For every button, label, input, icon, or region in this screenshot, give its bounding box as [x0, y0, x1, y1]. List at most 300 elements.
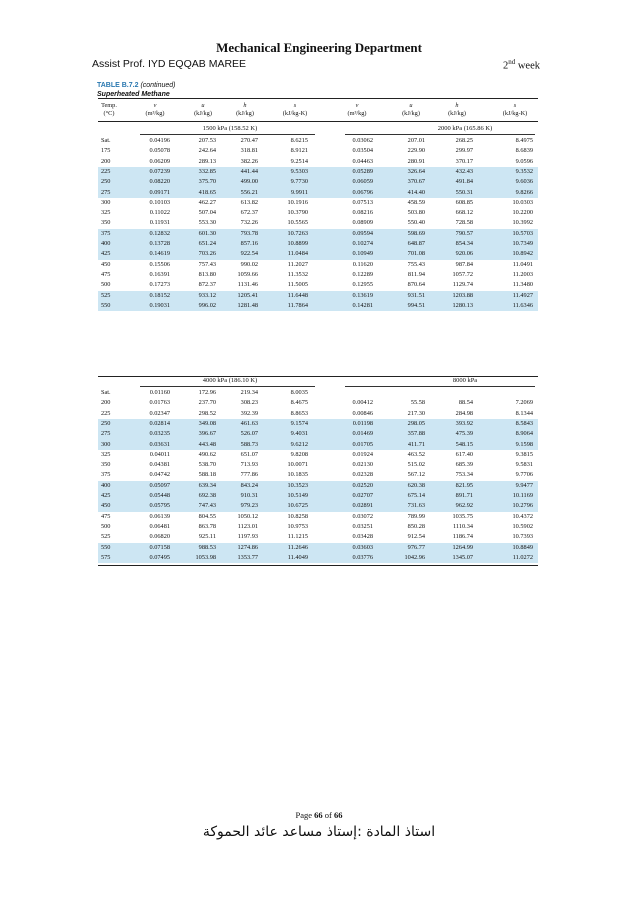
value-cell: 639.34 — [198, 481, 216, 489]
value-cell: 777.86 — [240, 471, 258, 479]
value-cell: 10.0071 — [287, 461, 308, 469]
value-cell: 284.98 — [455, 409, 473, 417]
value-cell: 8.8653 — [290, 409, 308, 417]
value-cell: 0.02347 — [149, 409, 170, 417]
value-cell: 0.05795 — [149, 502, 170, 510]
value-cell: 10.4372 — [512, 512, 533, 520]
value-cell: 10.1169 — [512, 492, 533, 499]
table-row — [95, 270, 541, 280]
value-cell: 843.24 — [240, 481, 258, 489]
value-cell: 11.0484 — [287, 250, 308, 258]
value-cell: 608.85 — [455, 198, 473, 206]
page-current: 66 — [314, 810, 323, 820]
column-header — [87, 102, 131, 118]
pressure-label-right: 8000 kPa — [452, 377, 478, 384]
value-cell: 0.19031 — [149, 301, 170, 309]
value-cell: 10.3992 — [512, 219, 533, 227]
table-row — [95, 512, 541, 522]
week-number: 2 — [502, 60, 509, 72]
column-unit: (kJ/kg-K) — [502, 110, 528, 117]
value-cell: 9.8266 — [515, 188, 533, 196]
value-cell: 9.5303 — [290, 167, 308, 175]
page-total: 66 — [334, 810, 343, 820]
value-cell: 1281.48 — [237, 301, 258, 309]
page-word: Page — [295, 810, 315, 820]
column-unit: (m³/kg) — [145, 110, 165, 117]
value-cell: 375.70 — [198, 178, 216, 186]
value-cell: 979.23 — [240, 502, 258, 510]
table-row — [95, 260, 541, 270]
value-cell: 8.1344 — [515, 409, 533, 417]
value-cell: 490.62 — [198, 450, 216, 458]
value-cell: 1203.88 — [452, 291, 473, 299]
value-cell: 0.09171 — [149, 188, 170, 196]
pressure-label-right: 2000 kPa (165.86 K) — [437, 125, 493, 132]
value-cell: 703.26 — [198, 250, 216, 258]
table-row — [95, 532, 541, 542]
value-cell: 0.18152 — [149, 291, 170, 299]
value-cell: 461.63 — [240, 419, 258, 427]
temperature-cell: 325 — [101, 450, 111, 458]
column-unit: (kJ/kg) — [448, 110, 466, 117]
value-cell: 10.7349 — [512, 240, 533, 247]
value-cell: 308.23 — [240, 399, 258, 407]
value-cell: 0.05078 — [149, 147, 170, 155]
value-cell: 10.6725 — [287, 502, 308, 510]
table-row — [95, 146, 541, 156]
value-cell: 0.03776 — [352, 553, 373, 561]
value-cell: 620.38 — [407, 481, 425, 489]
value-cell: 11.6346 — [512, 301, 533, 309]
temperature-cell: 300 — [101, 440, 111, 448]
value-cell: 9.3815 — [515, 450, 533, 458]
value-cell: 0.01160 — [149, 389, 170, 396]
value-cell: 11.0491 — [512, 260, 533, 268]
value-cell: 11.2646 — [287, 543, 308, 551]
value-cell: 920.06 — [455, 250, 473, 258]
value-cell: 789.99 — [407, 512, 425, 520]
value-cell: 1035.75 — [452, 512, 473, 520]
value-cell: 728.58 — [455, 219, 473, 227]
value-cell: 0.01763 — [149, 399, 170, 407]
column-header — [435, 102, 479, 118]
value-cell: 10.9753 — [287, 522, 308, 530]
column-symbol: v — [355, 102, 359, 109]
value-cell: 863.78 — [198, 522, 216, 530]
temperature-cell: 450 — [101, 260, 111, 268]
value-cell: 922.54 — [240, 250, 258, 258]
value-cell: 0.10949 — [352, 250, 373, 258]
temperature-cell: Sat. — [101, 137, 111, 144]
value-cell: 996.02 — [198, 301, 216, 309]
value-cell: 10.8899 — [287, 240, 308, 247]
value-cell: 672.37 — [240, 209, 258, 217]
value-cell: 1131.46 — [237, 281, 258, 289]
value-cell: 0.05289 — [352, 167, 373, 175]
value-cell: 396.67 — [198, 430, 216, 438]
value-cell: 8.9064 — [515, 430, 533, 438]
page-of: of — [322, 810, 334, 820]
value-cell: 0.02328 — [352, 471, 373, 479]
value-cell: 0.05448 — [149, 492, 170, 499]
value-cell: 298.05 — [407, 419, 425, 427]
temperature-cell: 500 — [101, 522, 111, 530]
week-label — [503, 58, 540, 72]
value-cell: 8.0035 — [290, 389, 308, 396]
value-cell: 8.4675 — [290, 399, 308, 407]
value-cell: 55.58 — [410, 399, 425, 407]
value-cell: 10.8258 — [287, 512, 308, 520]
value-cell: 648.87 — [407, 240, 425, 247]
value-cell: 790.57 — [455, 229, 473, 237]
value-cell: 601.30 — [198, 229, 216, 237]
value-cell: 1280.13 — [452, 301, 473, 309]
value-cell: 0.15506 — [149, 260, 170, 268]
value-cell: 1345.07 — [452, 553, 473, 561]
value-cell: 441.44 — [240, 167, 258, 175]
value-cell: 0.02130 — [352, 461, 373, 469]
column-unit: (kJ/kg) — [402, 110, 420, 117]
value-cell: 10.1916 — [287, 198, 308, 206]
value-cell: 10.5703 — [512, 229, 533, 237]
temperature-cell: 200 — [101, 157, 111, 165]
value-cell: 299.97 — [455, 147, 473, 155]
value-cell: 0.04196 — [149, 137, 170, 144]
value-cell: 9.6036 — [515, 178, 533, 186]
value-cell: 11.5005 — [287, 281, 308, 289]
value-cell: 0.05097 — [149, 481, 170, 489]
column-symbol: u — [201, 102, 205, 109]
value-cell: 462.27 — [198, 198, 216, 206]
table-row — [95, 450, 541, 460]
table-row — [95, 208, 541, 218]
table-subtitle: Superheated Methane — [97, 90, 170, 98]
value-cell: 685.39 — [455, 461, 473, 469]
value-cell: 8.6839 — [515, 147, 533, 155]
table-row — [95, 491, 541, 501]
value-cell: 298.52 — [198, 409, 216, 417]
temperature-cell: 250 — [101, 178, 111, 186]
value-cell: 289.13 — [198, 157, 216, 165]
value-cell: 0.11931 — [149, 219, 170, 227]
value-cell: 990.02 — [240, 260, 258, 268]
value-cell: 0.01469 — [352, 430, 373, 438]
value-cell: 9.0596 — [515, 157, 533, 165]
value-cell: 9.9911 — [290, 188, 308, 196]
value-cell: 753.34 — [455, 471, 473, 479]
value-cell: 1186.74 — [452, 533, 473, 541]
value-cell: 0.12955 — [352, 281, 373, 289]
value-cell: 9.3532 — [515, 167, 533, 175]
value-cell: 854.34 — [455, 240, 473, 247]
value-cell: 0.04463 — [352, 157, 373, 165]
value-cell: 0.03072 — [352, 512, 373, 520]
value-cell: 503.80 — [407, 209, 425, 217]
column-symbol: s — [513, 102, 517, 109]
pressure-rule-left — [140, 134, 315, 135]
value-cell: 443.48 — [198, 440, 216, 448]
value-cell: 0.08216 — [352, 209, 373, 217]
value-cell: 526.07 — [240, 430, 258, 438]
value-cell: 0.10274 — [352, 240, 373, 247]
temperature-cell: 275 — [101, 430, 111, 438]
value-cell: 219.34 — [240, 389, 258, 396]
value-cell: 651.24 — [198, 240, 216, 247]
table-row — [95, 501, 541, 511]
value-cell: 1050.12 — [237, 512, 258, 520]
table-row — [95, 218, 541, 228]
column-header — [133, 102, 177, 118]
column-unit: (m³/kg) — [347, 110, 367, 117]
value-cell: 0.00412 — [352, 399, 373, 407]
value-cell: 382.26 — [240, 157, 258, 165]
table-top-rule — [98, 98, 538, 99]
value-cell: 548.15 — [455, 440, 473, 448]
value-cell: 8.6215 — [290, 137, 308, 144]
table-row — [95, 249, 541, 259]
table-row — [95, 409, 541, 419]
value-cell: 418.65 — [198, 188, 216, 196]
value-cell: 0.03062 — [352, 137, 373, 144]
value-cell: 994.51 — [407, 301, 425, 309]
value-cell: 11.2003 — [512, 270, 533, 278]
value-cell: 910.31 — [240, 492, 258, 499]
value-cell: 217.30 — [407, 409, 425, 417]
value-cell: 393.92 — [455, 419, 473, 427]
temperature-cell: 450 — [101, 502, 111, 510]
value-cell: 9.9477 — [515, 481, 533, 489]
value-cell: 925.11 — [198, 533, 216, 541]
value-cell: 668.12 — [455, 209, 473, 217]
column-header — [493, 102, 537, 118]
value-cell: 9.6212 — [290, 440, 308, 448]
temperature-cell: 525 — [101, 291, 111, 299]
value-cell: 891.71 — [455, 492, 473, 499]
value-cell: 1129.74 — [452, 281, 473, 289]
temperature-cell: 250 — [101, 419, 111, 427]
value-cell: 701.08 — [407, 250, 425, 258]
value-cell: 9.5831 — [515, 461, 533, 469]
value-cell: 11.3532 — [287, 270, 308, 278]
column-unit: (°C) — [103, 110, 115, 117]
value-cell: 0.00846 — [352, 409, 373, 417]
value-cell: 0.11620 — [352, 260, 373, 268]
temperature-cell: 375 — [101, 471, 111, 479]
table-row — [95, 280, 541, 290]
table-caption — [97, 82, 175, 99]
value-cell: 11.4927 — [512, 291, 533, 299]
value-cell: 507.04 — [198, 209, 216, 217]
value-cell: 0.06820 — [149, 533, 170, 541]
value-cell: 7.2069 — [515, 399, 533, 407]
table-row — [95, 198, 541, 208]
value-cell: 872.37 — [198, 281, 216, 289]
value-cell: 207.01 — [407, 137, 425, 144]
table-row — [95, 470, 541, 480]
value-cell: 10.3790 — [287, 209, 308, 217]
table-row — [95, 229, 541, 239]
column-header — [389, 102, 433, 118]
column-unit: (kJ/kg) — [236, 110, 254, 117]
department-title: Mechanical Engineering Department — [216, 40, 422, 55]
value-cell: 0.07158 — [149, 543, 170, 551]
value-cell: 912.54 — [407, 533, 425, 541]
arabic-footer: استاذ المادة :إستاذ مساعد عائد الحموكة — [202, 824, 436, 840]
value-cell: 10.1835 — [287, 471, 308, 479]
value-cell: 0.02520 — [352, 481, 373, 489]
table-row — [95, 460, 541, 470]
value-cell: 1123.01 — [237, 522, 258, 530]
value-cell: 370.67 — [407, 178, 425, 186]
value-cell: 9.1574 — [290, 419, 308, 427]
temperature-cell: 350 — [101, 461, 111, 469]
value-cell: 588.18 — [198, 471, 216, 479]
value-cell: 10.5149 — [287, 492, 308, 499]
value-cell: 10.7393 — [512, 533, 533, 541]
column-header — [181, 102, 225, 118]
value-cell: 0.08220 — [149, 178, 170, 186]
value-cell: 617.40 — [455, 450, 473, 458]
value-cell: 349.08 — [198, 419, 216, 427]
value-cell: 0.09594 — [352, 229, 373, 237]
value-cell: 268.25 — [455, 137, 473, 144]
value-cell: 8.5843 — [515, 419, 533, 427]
column-unit: (kJ/kg) — [194, 110, 212, 117]
value-cell: 172.96 — [198, 389, 216, 396]
value-cell: 411.71 — [407, 440, 425, 448]
column-symbol: Temp. — [101, 102, 117, 109]
table-row — [95, 136, 541, 146]
value-cell: 0.01198 — [352, 419, 373, 427]
pressure-label-left: 4000 kPa (186.10 K) — [202, 377, 258, 384]
value-cell: 0.04011 — [149, 450, 170, 458]
temperature-cell: 175 — [101, 147, 111, 155]
value-cell: 0.12832 — [149, 229, 170, 237]
value-cell: 811.94 — [407, 270, 425, 278]
temperature-cell: 225 — [101, 167, 111, 175]
column-header — [335, 102, 379, 118]
value-cell: 0.01924 — [352, 450, 373, 458]
value-cell: 270.47 — [240, 137, 258, 144]
value-cell: 1053.98 — [195, 553, 216, 561]
value-cell: 10.8849 — [512, 543, 533, 551]
table-row — [95, 177, 541, 187]
author-name: Assist Prof. IYD EQQAB MAREE — [92, 58, 247, 70]
temperature-cell: 275 — [101, 188, 111, 196]
table-row — [95, 301, 541, 311]
value-cell: 229.90 — [407, 147, 425, 155]
value-cell: 9.2514 — [290, 157, 308, 165]
value-cell: 11.3480 — [512, 281, 533, 289]
value-cell: 0.03603 — [352, 543, 373, 551]
value-cell: 0.14619 — [149, 250, 170, 258]
table-row — [95, 388, 541, 398]
value-cell: 0.13619 — [352, 291, 373, 299]
value-cell: 0.03428 — [352, 533, 373, 541]
value-cell: 0.01705 — [352, 440, 373, 448]
value-cell: 0.06481 — [149, 522, 170, 530]
pressure-rule-left — [140, 386, 315, 387]
value-cell: 850.28 — [407, 522, 425, 530]
value-cell: 1205.41 — [237, 291, 258, 299]
value-cell: 9.4031 — [290, 430, 308, 438]
pressure-rule-right — [345, 386, 535, 387]
header-bottom-rule — [98, 121, 538, 122]
table-bottom-rule — [98, 565, 538, 566]
value-cell: 326.64 — [407, 167, 425, 175]
value-cell: 0.03631 — [149, 440, 170, 448]
value-cell: 556.21 — [240, 188, 258, 196]
value-cell: 732.26 — [240, 219, 258, 227]
value-cell: 9.7706 — [515, 471, 533, 479]
value-cell: 8.4975 — [515, 137, 533, 144]
value-cell: 318.81 — [240, 147, 258, 155]
value-cell: 88.54 — [458, 399, 473, 407]
column-header — [223, 102, 267, 118]
value-cell: 567.12 — [407, 471, 425, 479]
value-cell: 11.1215 — [287, 533, 308, 541]
value-cell: 11.7864 — [287, 301, 308, 309]
column-unit: (kJ/kg-K) — [282, 110, 308, 117]
value-cell: 280.91 — [407, 157, 425, 165]
column-symbol: u — [409, 102, 413, 109]
value-cell: 10.2200 — [512, 209, 533, 217]
block-separator-rule — [98, 376, 538, 377]
temperature-cell: 200 — [101, 399, 111, 407]
value-cell: 242.64 — [198, 147, 216, 155]
value-cell: 475.39 — [455, 430, 473, 438]
value-cell: 651.07 — [240, 450, 258, 458]
value-cell: 332.85 — [198, 167, 216, 175]
value-cell: 207.53 — [198, 137, 216, 144]
temperature-cell: 550 — [101, 543, 111, 551]
value-cell: 432.43 — [455, 167, 473, 175]
temperature-cell: 400 — [101, 240, 111, 247]
week-word: week — [515, 60, 540, 72]
value-cell: 0.02891 — [352, 502, 373, 510]
value-cell: 0.06209 — [149, 157, 170, 165]
value-cell: 10.3523 — [287, 481, 308, 489]
value-cell: 1274.86 — [237, 543, 258, 551]
temperature-cell: 300 — [101, 198, 111, 206]
value-cell: 0.13728 — [149, 240, 170, 247]
pressure-rule-right — [345, 134, 535, 135]
value-cell: 0.06796 — [352, 188, 373, 196]
value-cell: 757.43 — [198, 260, 216, 268]
value-cell: 931.51 — [407, 291, 425, 299]
value-cell: 692.38 — [198, 492, 216, 499]
value-cell: 10.5565 — [287, 219, 308, 227]
value-cell: 538.70 — [198, 461, 216, 469]
value-cell: 0.03251 — [352, 522, 373, 530]
value-cell: 933.12 — [198, 291, 216, 299]
value-cell: 747.43 — [198, 502, 216, 510]
value-cell: 10.0303 — [512, 198, 533, 206]
value-cell: 1197.93 — [237, 533, 258, 541]
value-cell: 11.0272 — [512, 553, 533, 561]
column-symbol: v — [153, 102, 157, 109]
value-cell: 713.93 — [240, 461, 258, 469]
temperature-cell: 525 — [101, 533, 111, 541]
value-cell: 988.53 — [198, 543, 216, 551]
value-cell: 821.95 — [455, 481, 473, 489]
value-cell: 0.08909 — [352, 219, 373, 227]
table-row — [95, 291, 541, 301]
value-cell: 0.03504 — [352, 147, 373, 155]
value-cell: 0.10103 — [149, 198, 170, 206]
table-row — [95, 481, 541, 491]
temperature-cell: 350 — [101, 219, 111, 227]
